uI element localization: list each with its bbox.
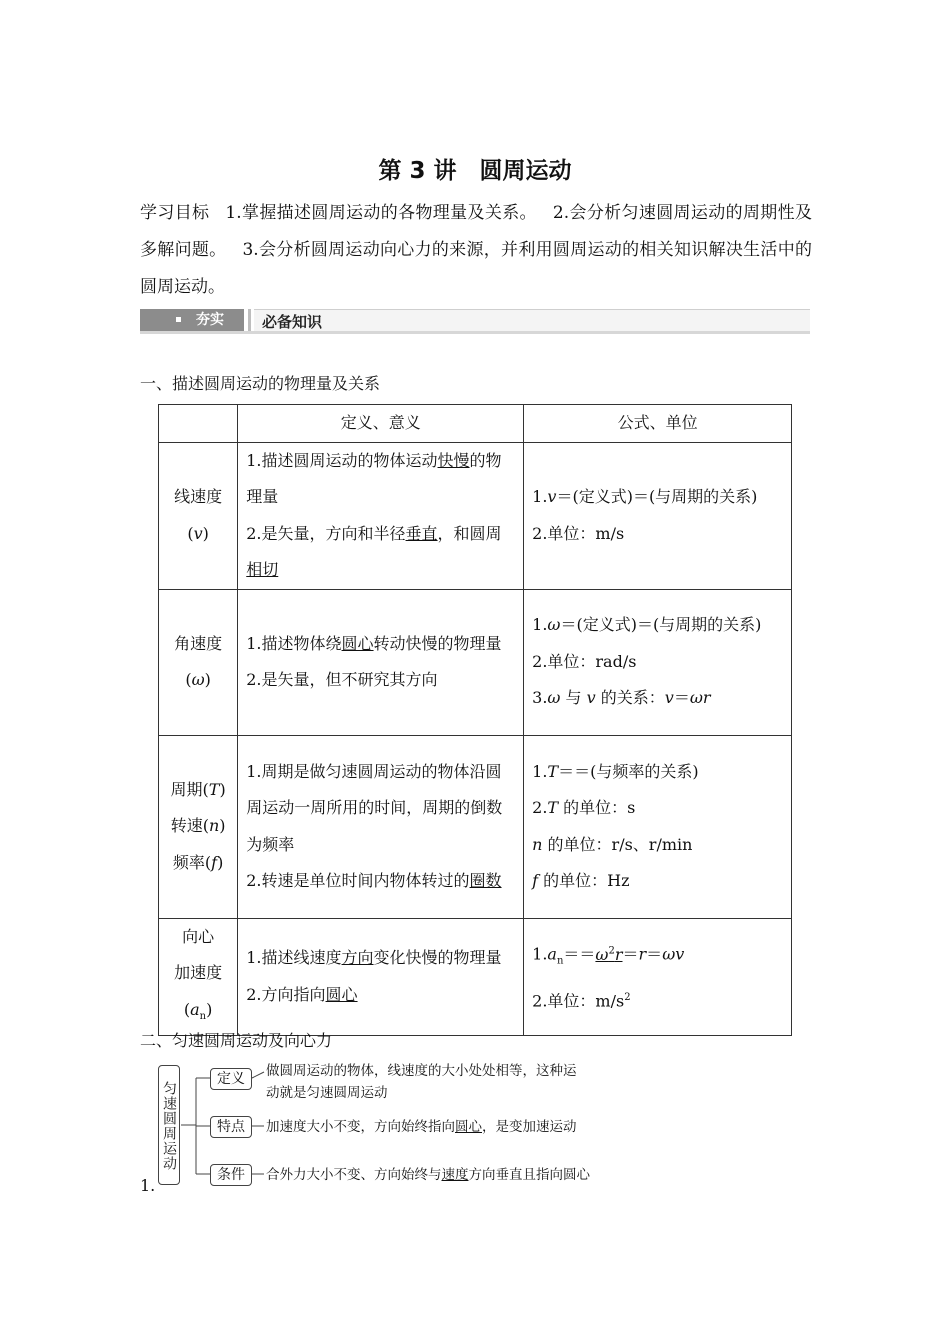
quantity-name: 向心 加速度 $(a_n)$ — [159, 918, 238, 1036]
quantity-definition: 1.描述物体绕圆心转动快慢的物理量 2.是矢量，但不研究其方向 — [238, 589, 524, 735]
banner-right-label: 必备知识 — [262, 313, 323, 331]
bullet-square-icon — [176, 317, 181, 322]
banner-separator-bar — [248, 309, 251, 331]
goal-item: 2.会分析匀速圆周运动的周期性及多解问题。 — [140, 203, 812, 260]
table-header-empty — [159, 405, 238, 443]
diagram-tag: 定义 — [210, 1068, 252, 1090]
quantity-formula: 1.v＝(定义式)＝(与周期的关系) 2.单位：m/s — [524, 442, 792, 589]
banner-underline — [140, 331, 810, 334]
table-header: 定义、意义 — [238, 405, 524, 443]
quantity-formula: 1.ω＝(定义式)＝(与周期的关系) 2.单位：rad/s 3.ω 与 v 的关系：v＝ωr — [524, 589, 792, 735]
quantity-name: 线速度 (v) — [159, 442, 238, 589]
item-number: 1. — [140, 1176, 156, 1195]
diagram-root: 匀速圆周运动 — [158, 1065, 180, 1185]
diagram-description: 加速度大小不变，方向始终指向圆心，是变加速运动 — [266, 1119, 577, 1135]
table-row — [159, 442, 792, 589]
quantity-definition: 1.描述圆周运动的物体运动快慢的物理量 2.是矢量，方向和半径垂直，和圆周相切 — [238, 442, 524, 589]
diagram-description: 合外力大小不变、方向始终与速度方向垂直且指向圆心 — [266, 1167, 590, 1183]
goal-item: 1.掌握描述圆周运动的各物理量及关系。 — [225, 203, 537, 223]
diagram-tag: 条件 — [210, 1164, 252, 1186]
concept-diagram — [150, 1060, 650, 1190]
table-row — [159, 735, 792, 918]
quantity-name: 角速度 (ω) — [159, 589, 238, 735]
table-row — [159, 918, 792, 1036]
table-header: 公式、单位 — [524, 405, 792, 443]
banner-left-label: 夯实 — [196, 312, 224, 328]
goal-item: 3.会分析圆周运动向心力的来源，并利用圆周运动的相关知识解决生活中的圆周运动。 — [140, 240, 813, 297]
section-heading: 二、匀速圆周运动及向心力 — [140, 1031, 333, 1050]
section-heading: 一、描述圆周运动的物理量及关系 — [140, 374, 381, 393]
quantity-name: 周期(T) 转速(n) 频率(f) — [159, 735, 238, 918]
quantities-table — [158, 404, 792, 1036]
diagram-description: 做圆周运动的物体，线速度的大小处处相等，这种运 动就是匀速圆周运动 — [266, 1063, 577, 1101]
banner-left — [140, 309, 244, 331]
goals-label: 学习目标 — [140, 203, 210, 223]
learning-goals — [140, 195, 812, 306]
table-header-row — [159, 405, 792, 443]
diagram-tag: 特点 — [210, 1116, 252, 1138]
banner-right — [254, 309, 810, 332]
quantity-definition: 1.周期是做匀速圆周运动的物体沿圆周运动一周所用的时间，周期的倒数为频率 2.转速是单位时间内物体转过的圈数 — [238, 735, 524, 918]
section-banner — [140, 309, 810, 333]
quantity-definition: 1.描述线速度方向变化快慢的物理量 2.方向指向圆心 — [238, 918, 524, 1036]
table-row — [159, 589, 792, 735]
quantity-formula: $1.a_n==\omega^2r=r=\omega v$ 2.单位：$m/s^2$ — [524, 918, 792, 1036]
quantity-formula: 1.T＝＝(与频率的关系) 2.T 的单位：s n 的单位：r/s、r/min f 的单位：Hz — [524, 735, 792, 918]
page-title: 第 3 讲 圆周运动 — [378, 158, 572, 184]
